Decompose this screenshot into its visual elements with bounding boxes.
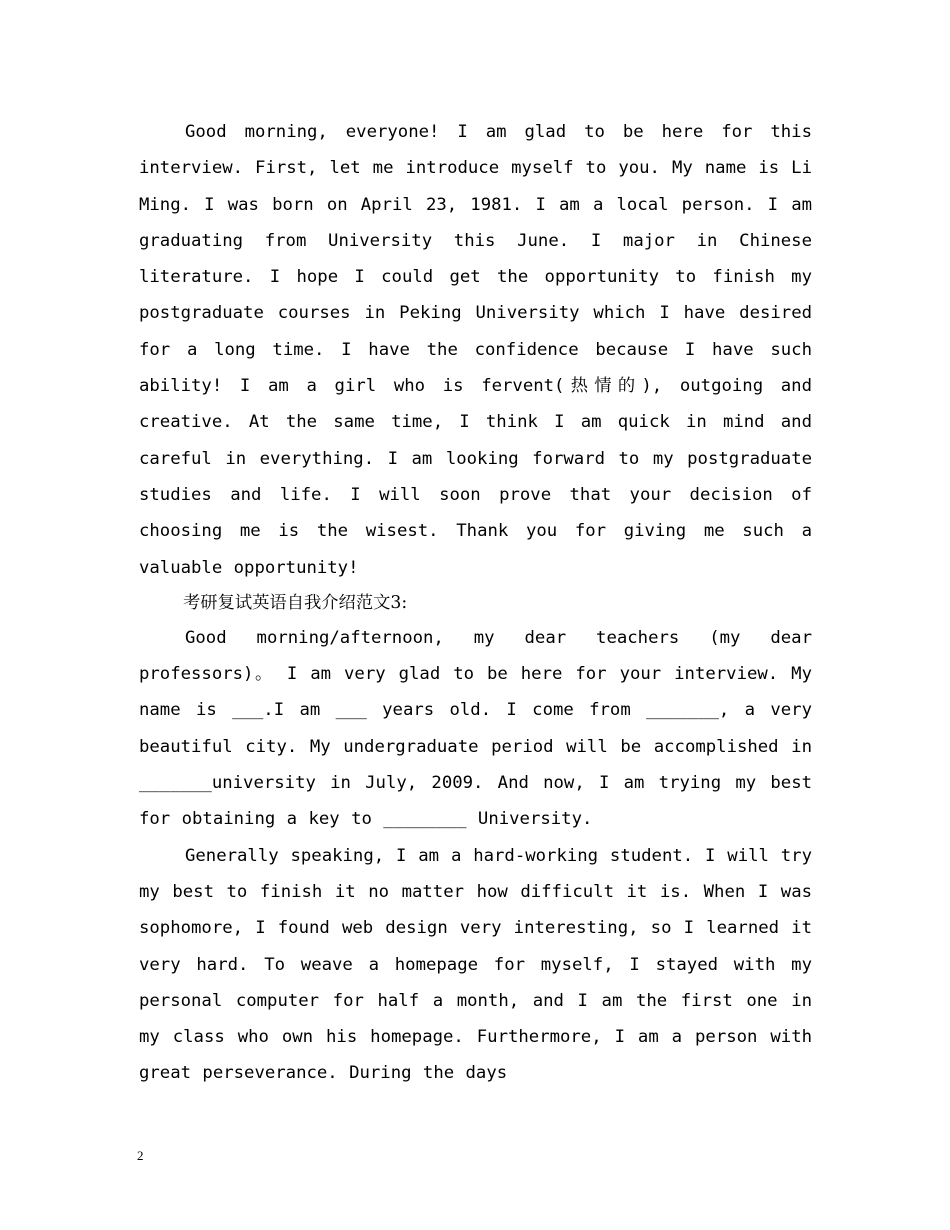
page-body (139, 114, 812, 1092)
section-heading: 考研复试英语自我介绍范文3: (183, 592, 408, 613)
page-number: 2 (137, 1148, 144, 1163)
paragraph-personality: Generally speaking, I am a hard-working student. I will try my best to finish it no matter how difficult it is. When I was sophomore, I found web design very interesting, so I learned it very hard. To weave a homepage for myself, I stayed with my personal computer for half a month, and I am the first one in my class who own his homepage. Furthermore, I am a person with great perseverance. During the days (139, 845, 812, 1084)
paragraph-self-introduction-2: Good morning, everyone! I am glad to be here for this interview. First, let me introduce myself to you. My name is Li Ming. I was born on April 23, 1981. I am a local person. I am graduating from University this June. I major in Chinese literature. I hope I could get the opportunity to finish my postgraduate courses in Peking University which I have desired for a long time. I have the confidence because I have such ability! I am a girl who is fervent(热情的), outgoing and creative. At the same time, I think I am quick in mind and careful in everything. I am looking forward to my postgraduate studies and life. I will soon prove that your decision of choosing me is the wisest. Thank you for giving me such a valuable opportunity! (139, 122, 812, 578)
paragraph-greeting: Good morning/afternoon, my dear teachers (my dear professors)。 I am very glad to be here for your interview. My name is ___.I am ___ years old. I come from _______, a very beautiful city. My undergraduate period will be accomplished in _______university in July, 2009. And now, I am trying my best for obtaining a key to ________ University. (139, 627, 812, 830)
